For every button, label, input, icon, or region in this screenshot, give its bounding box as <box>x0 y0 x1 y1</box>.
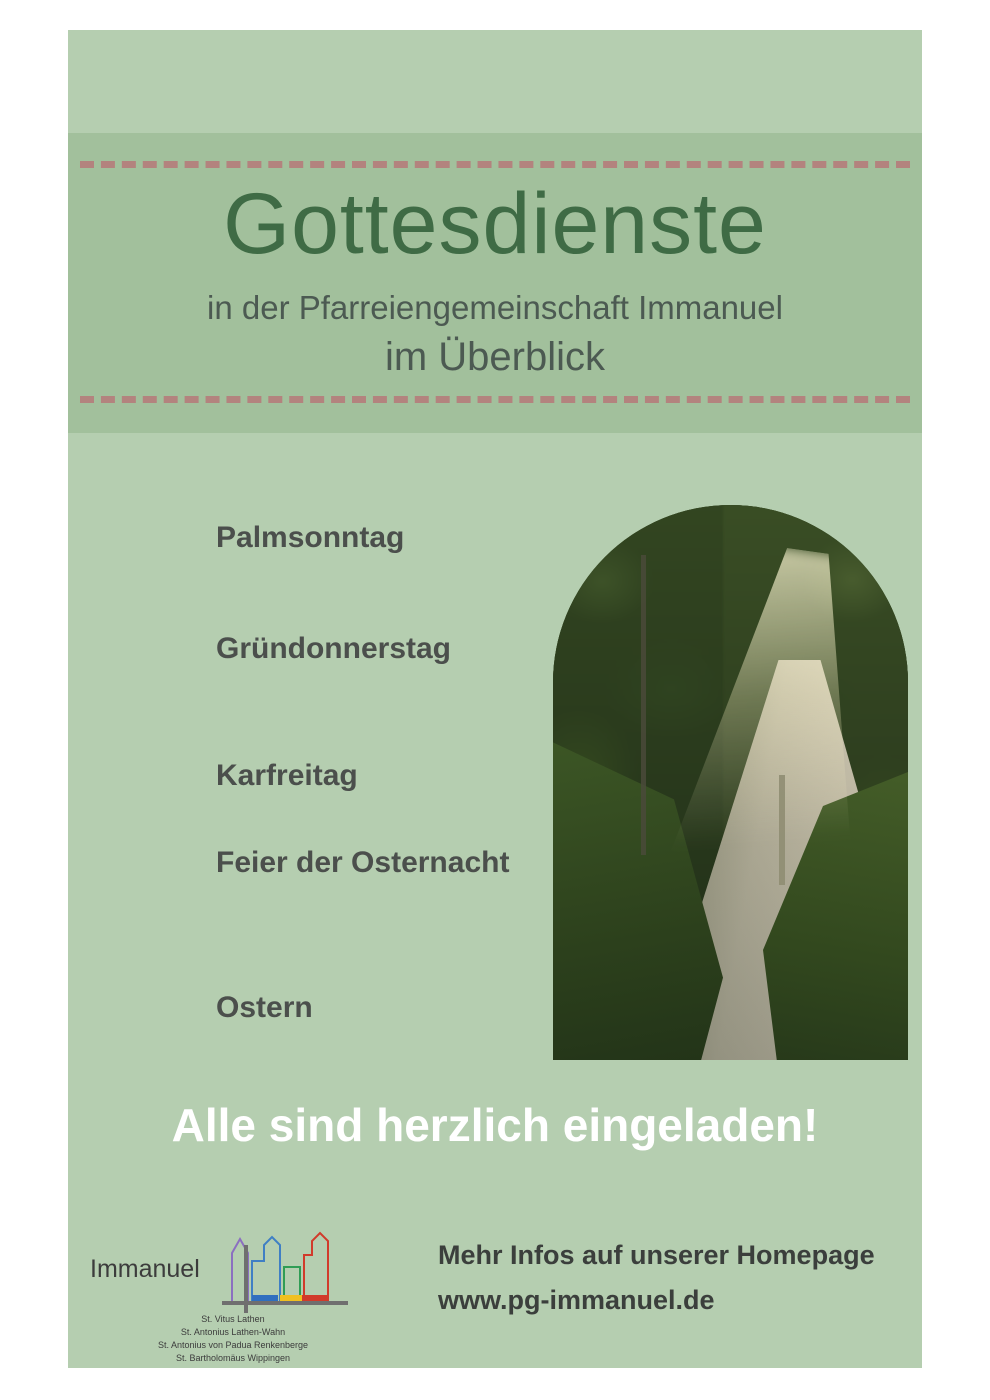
header-band <box>68 133 922 433</box>
parish-logo <box>88 1215 378 1364</box>
utility-pole <box>641 555 646 855</box>
logo-wordmark: Immanuel <box>90 1255 200 1283</box>
list-item: Ostern <box>216 991 313 1024</box>
parish-name: St. Antonius Lathen-Wahn <box>180 1327 286 1338</box>
list-item: Gründonnerstag <box>216 632 452 665</box>
church-skyline-cross-icon <box>216 1215 356 1315</box>
fence-post <box>779 775 785 885</box>
subtitle-line-2: im Überblick <box>384 335 606 379</box>
parish-name-list <box>88 1313 378 1365</box>
parish-name: St. Antonius von Padua Renkenberge <box>157 1340 309 1351</box>
parish-name: St. Vitus Lathen <box>201 1314 265 1324</box>
subtitle-line-1: in der Pfarreiengemeinschaft Immanuel <box>207 289 783 326</box>
invitation-text: Alle sind herzlich eingeladen! <box>171 1099 819 1151</box>
list-item: Karfreitag <box>216 759 358 792</box>
list-item: Feier der Osternacht <box>216 846 510 879</box>
page-title: Gottesdienste <box>223 176 767 272</box>
poster <box>68 30 922 1368</box>
forest-path-photo <box>553 505 908 1060</box>
homepage-url[interactable]: www.pg-immanuel.de <box>438 1285 715 1315</box>
parish-name: St. Bartholomäus Wippingen <box>175 1353 291 1364</box>
list-item: Palmsonntag <box>216 521 405 554</box>
dashed-divider-bottom <box>80 396 910 403</box>
dashed-divider-top <box>80 161 910 168</box>
homepage-info <box>438 1240 908 1316</box>
homepage-label: Mehr Infos auf unserer Homepage <box>438 1240 875 1270</box>
